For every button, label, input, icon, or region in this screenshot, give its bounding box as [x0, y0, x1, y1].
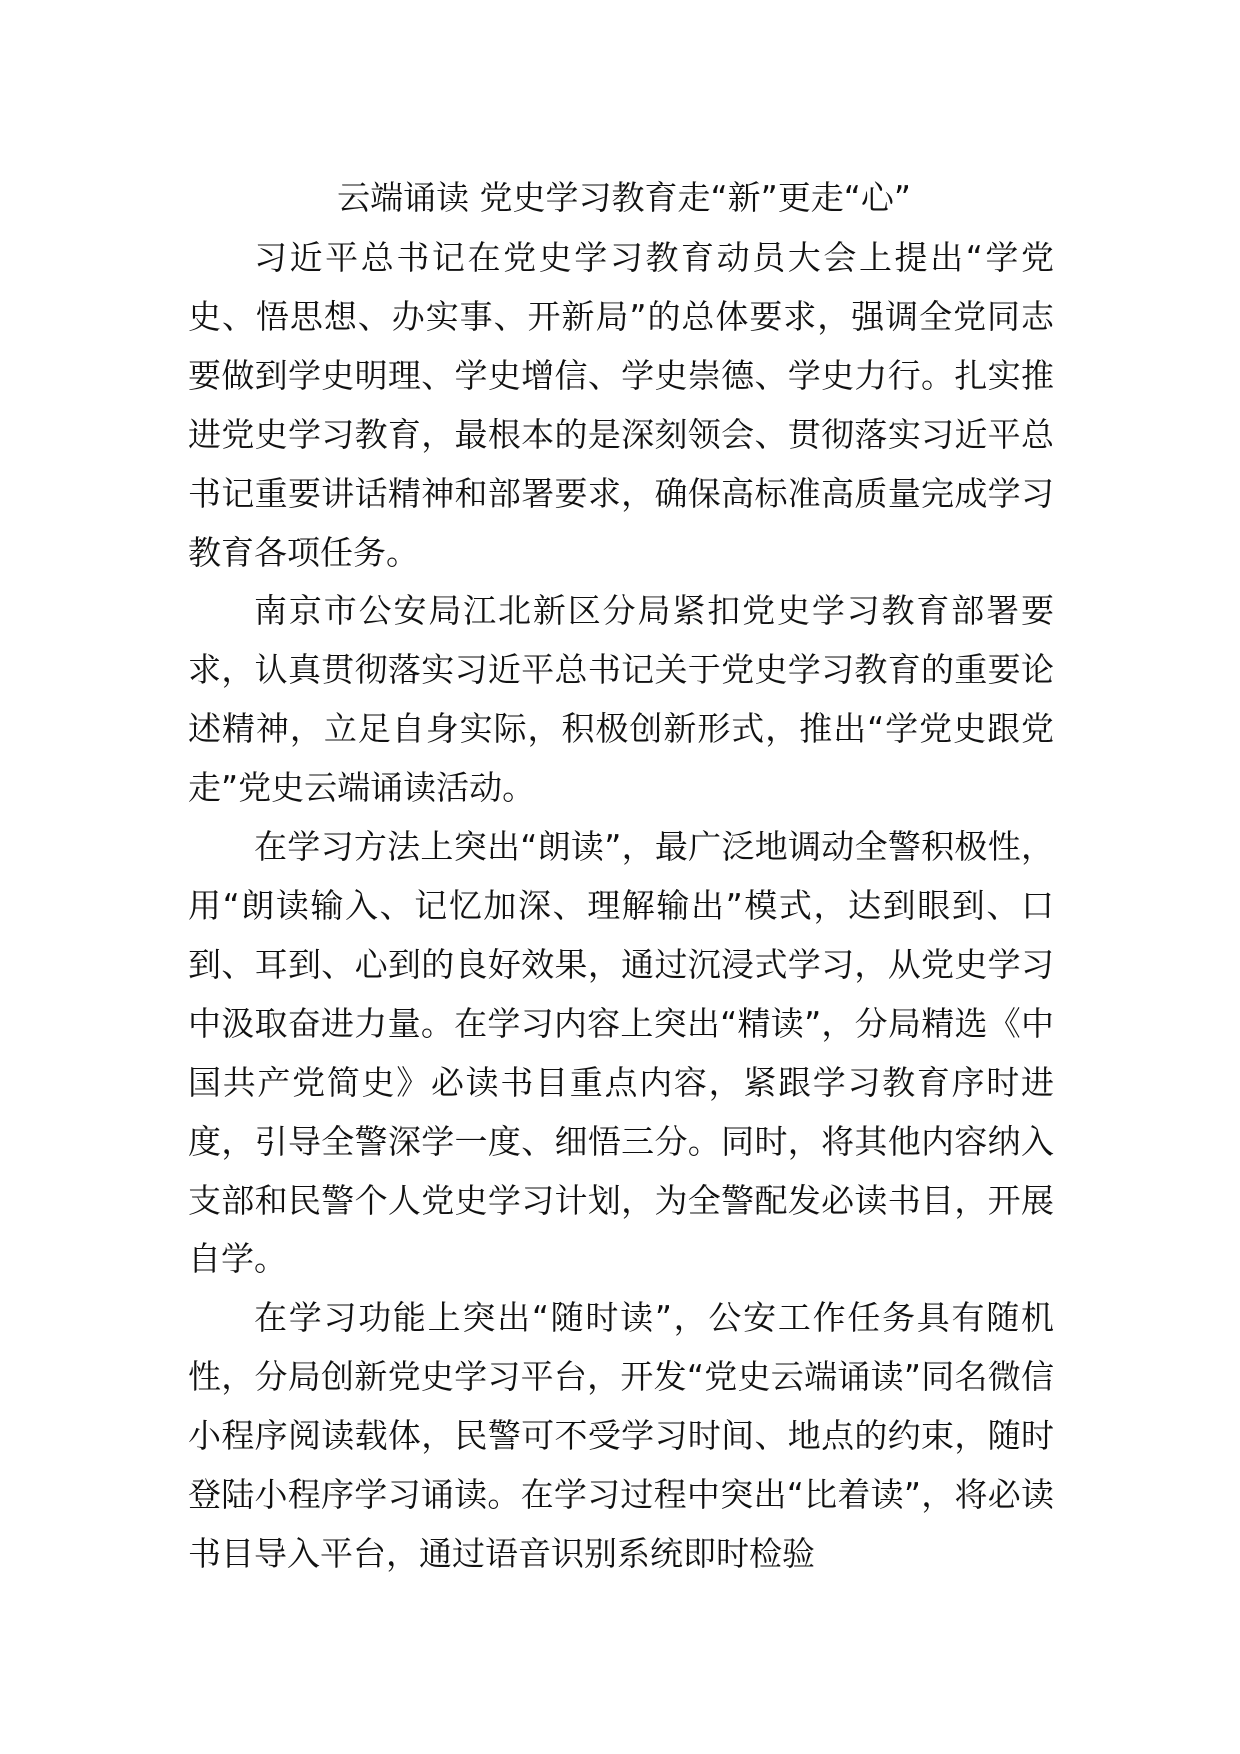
paragraph-2: 南京市公安局江北新区分局紧扣党史学习教育部署要求，认真贯彻落实习近平总书记关于党史学习教育的重要论述精神，立足自身实际，积极创新形式，推出“学党史跟党走”党史云端诵读活动。 — [188, 591, 1054, 808]
document-body — [188, 229, 1054, 1584]
paragraph-1: 习近平总书记在党史学习教育动员大会上提出“学党史、悟思想、办实事、开新局”的总体要求，强调全党同志要做到学史明理、学史增信、学史崇德、学史力行。扎实推进党史学习教育，最根本的是深刻领会、贯彻落实习近平总书记重要讲话精神和部署要求，确保高标准高质量完成学习教育各项任务。 — [188, 238, 1054, 572]
document-title: 云端诵读 党史学习教育走“新”更走“心” — [337, 178, 911, 217]
paragraph-3: 在学习方法上突出“朗读”，最广泛地调动全警积极性，用“朗读输入、记忆加深、理解输出”模式，达到眼到、口到、耳到、心到的良好效果，通过沉浸式学习，从党史学习中汲取奋进力量。在学习内容上突出“精读”，分局精选《中国共产党简史》必读书目重点内容，紧跟学习教育序时进度，引导全警深学一度、细悟三分。同时，将其他内容纳入支部和民警个人党史学习计划，为全警配发必读书目，开展自学。 — [188, 827, 1054, 1279]
paragraph-4: 在学习功能上突出“随时读”，公安工作任务具有随机性，分局创新党史学习平台，开发“党史云端诵读”同名微信小程序阅读载体，民警可不受学习时间、地点的约束，随时登陆小程序学习诵读。在学习过程中突出“比着读”，将必读书目导入平台，通过语音识别系统即时检验 — [188, 1298, 1054, 1573]
